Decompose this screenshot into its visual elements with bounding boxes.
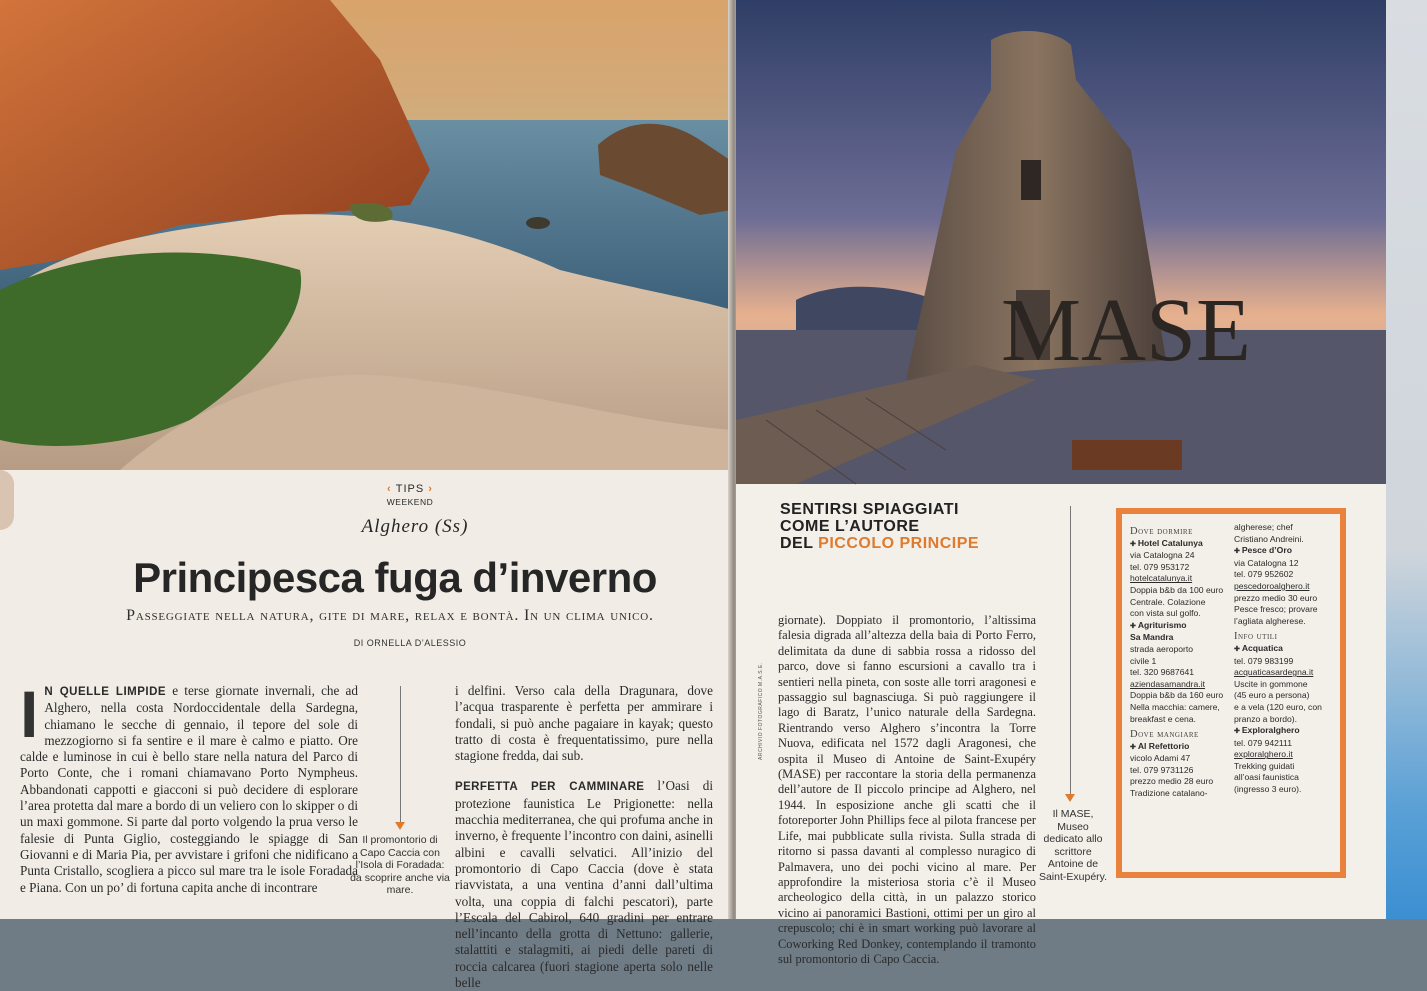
info-line: civile 1 <box>1130 655 1157 666</box>
body-text: e terse giornate invernali, che ad Alghero, nella costa Nordoccidentale della Sardegna, chiamano le secche di gennaio, il tepore del sole di mezzogiorno si fa sentire e il mare è calmo e piatto. Ore calde e luminose in cui è bello stare nella natura del Parco di Porto Conte, che i romani chiamavano Porto Nympheus. Abbandonati cappotti e giacconi si può decidere di esplorare l’area protetta dal mare a bordo di un veliero con lo skipper o di un maxi gommone. Si parte dal porto volgendo la prua verso le falesie di Punta Giglio, costeggiando le spiagge di San Giovanni e di Maria Pia, per avvistare i grifoni che nidificano a Punta Cristallo, scogliera a picco sul mare tra le isole Foradada e Piana. Con un po’ di fortuna capita anche di incontrare <box>20 683 358 895</box>
chevron-icon: › <box>424 483 433 495</box>
info-line: Cristiano Andreini. <box>1234 533 1304 544</box>
arrow-down-icon <box>395 822 405 830</box>
info-line: Sa Mandra <box>1130 632 1174 643</box>
photo-caption-right: Il MASE, Museo dedicato allo scrittore Antoine de Saint-Exupéry. <box>1038 808 1108 883</box>
venue-name: ✚ Agriturismo <box>1130 620 1230 633</box>
info-line: Uscite in gommone <box>1234 678 1308 689</box>
section-sublabel: WEEKEND <box>386 497 434 507</box>
place-name: Alghero (Ss) <box>361 516 469 537</box>
venue-link[interactable]: pescedoroalghero.it <box>1234 580 1310 591</box>
info-line: strada aeroporto <box>1130 643 1194 654</box>
info-heading: Dove mangiare <box>1130 729 1199 741</box>
info-box-column-1 <box>1130 522 1230 800</box>
chevron-icon: ‹ <box>387 483 396 495</box>
title-highlight: PICCOLO PRINCIPE <box>818 535 980 552</box>
body-text: l’Oasi di protezione faunistica Le Prigionette: nella macchia mediterranea, che qui profuma anche in inverno, è frequente l’incontro con daini, asinelli albini e cavalli selvatici. All’inizio del promontorio di Capo Caccia (dove è stata riavvistata, a una ventina d’anni dall’ultima volta, una coppia di falchi pescatori), parte l’Escala del Cabirol, 640 gradini per entrare nell’incanto della grotta di Nettuno: gallerie, stalattiti e stalagmiti, ai piedi delle pareti di roccia calcarea (fuori stagione aperta solo nelle belle <box>455 778 713 991</box>
venue-name: ✚ Pesce d’Oro <box>1234 545 1334 558</box>
capo-caccia-photo <box>0 0 732 470</box>
article-headline: Principesca fuga d’inverno <box>133 554 657 601</box>
venue-name: ✚ Acquatica <box>1234 643 1334 656</box>
lead-in: N QUELLE LIMPIDE <box>44 686 167 698</box>
info-line: e a vela (120 euro, con <box>1234 701 1322 712</box>
info-line: algherese; chef <box>1234 522 1293 532</box>
venue-link[interactable]: aziendasamandra.it <box>1130 678 1206 689</box>
right-body-column: giornate). Doppiato il promontorio, l’altissima falesia digrada all’altezza della baia di Porto Ferro, delimitata da dune di sabbia rossa a ridosso del parco, dove si fanno escursioni a cavallo tra i sentieri nella pineta, con soste alle torri aragonesi e passaggio sul bagnasciuga. Si può raggiungere il lago di Baratz, l’unico naturale della Sardegna. Rientrando verso Alghero s’incontra la Torre Nuova, edificata nel 1572 dagli Aragonesi, che ospita il Museo di Antoine de Saint-Exupéry (MASE) per raccontare la storia della permanenza dell’autore de Il piccolo principe ad Alghero, nel 1944. In esposizione anche gli scatti che il fotoreporter John Phillips fece al pilota francese per Life, mai pubblicate sulla rivista. Sulla strada di ritorno si passa davanti al complesso nuragico di Palmavera, uno dei pochi vicino al mare. Per approfondire la misteriosa storia c’è il Museo archeologico della città, in un palazzo storico vicino ai panoramici Bastioni, ottimi per un giro al crepuscolo; chi è in smart working può lavorare al Coworking Red Donkey, contemplando il tramonto sul promontorio di Capo Caccia. <box>778 613 1036 966</box>
info-line: Doppia b&b da 100 euro <box>1130 584 1224 595</box>
venue-link[interactable]: hotelcatalunya.it <box>1130 573 1193 584</box>
info-line: tel. 079 953172 <box>1130 561 1190 572</box>
title-line-2: COME L’AUTORE <box>780 518 920 535</box>
info-line: vicolo Adami 47 <box>1130 753 1191 764</box>
page-edge <box>1386 0 1427 919</box>
info-heading: Dove dormire <box>1130 526 1193 537</box>
info-line: via Catalogna 24 <box>1130 550 1195 561</box>
info-line: breakfast e cena. <box>1130 713 1196 724</box>
section-label-text: TIPS <box>395 483 425 495</box>
info-line: Centrale. Colazione <box>1130 596 1206 607</box>
photo-credit: ARCHIVIO FOTOGRAFICO M.A.S.E. <box>758 662 764 760</box>
subhead: PERFETTA PER CAMMINARE <box>455 781 645 794</box>
photo-caption: Il promontorio di Capo Caccia con l’Isola di Foradada: da scoprire anche via mare. <box>350 834 450 896</box>
article-deck: Passeggiate nella natura, gite di mare, relax e bontà. In un clima unico. <box>126 607 654 624</box>
arrow-down-icon <box>1065 794 1075 802</box>
info-line: all’oasi faunistica <box>1234 772 1299 783</box>
info-line: prezzo medio 30 euro <box>1234 592 1318 603</box>
article-byline: DI ORNELLA D’ALESSIO <box>353 638 467 648</box>
info-line: pranzo a bordo). <box>1234 713 1298 724</box>
venue-name: ✚ Al Refettorio <box>1130 741 1230 754</box>
mase-sign: MASE <box>1000 281 1252 380</box>
info-line: (ingresso 3 euro). <box>1234 784 1302 795</box>
caption-rule <box>400 686 401 826</box>
info-heading: Info utili <box>1234 631 1278 643</box>
info-line: prezzo medio 28 euro <box>1130 776 1214 787</box>
info-line: l’agliata algherese. <box>1234 615 1306 626</box>
title-line-1: SENTIRSI SPIAGGIATI <box>780 501 959 518</box>
dropcap: I <box>20 677 39 751</box>
info-line: tel. 079 952602 <box>1234 569 1294 580</box>
venue-name: ✚ Hotel Catalunya <box>1130 538 1230 551</box>
info-line: Trekking guidati <box>1234 760 1295 771</box>
info-line: via Catalogna 12 <box>1234 557 1299 568</box>
info-line: tel. 320 9687641 <box>1130 667 1195 678</box>
section-label <box>360 483 460 507</box>
body-text: i delfini. Verso cala della Dragunara, dove l’acqua trasparente è perfetta per ammirare i fondali, si può anche pagaiare in kayak; questo tratto di costa è frequentatissimo, pure nella stagione fredda, dai sub. <box>455 683 713 764</box>
mase-tower-photo <box>736 0 1386 484</box>
body-column-1 <box>20 677 358 896</box>
info-line: Pesce fresco; provare <box>1234 604 1318 615</box>
info-box-column-2 <box>1234 522 1334 796</box>
info-line: con vista sul golfo. <box>1130 608 1201 619</box>
venue-name: ✚ Exploralghero <box>1234 725 1334 738</box>
info-line: Nella macchia: camere, <box>1130 701 1220 712</box>
info-line: Tradizione catalano- <box>1130 788 1208 799</box>
venue-link[interactable]: exploralghero.it <box>1234 749 1293 760</box>
info-line: (45 euro a persona) <box>1234 690 1310 701</box>
venue-link[interactable]: acquaticasardegna.it <box>1234 667 1314 678</box>
info-line: Doppia b&b da 160 euro <box>1130 690 1224 701</box>
caption-rule-right <box>1070 506 1071 796</box>
body-column-2 <box>455 683 713 991</box>
title-line-3-prefix: DEL <box>780 535 819 552</box>
reader-finger <box>0 470 14 530</box>
info-line: tel. 079 9731126 <box>1130 764 1194 775</box>
right-title <box>780 501 1040 552</box>
info-line: tel. 079 983199 <box>1234 655 1294 666</box>
info-box <box>1116 508 1346 878</box>
info-line: tel. 079 942111 <box>1234 737 1292 748</box>
